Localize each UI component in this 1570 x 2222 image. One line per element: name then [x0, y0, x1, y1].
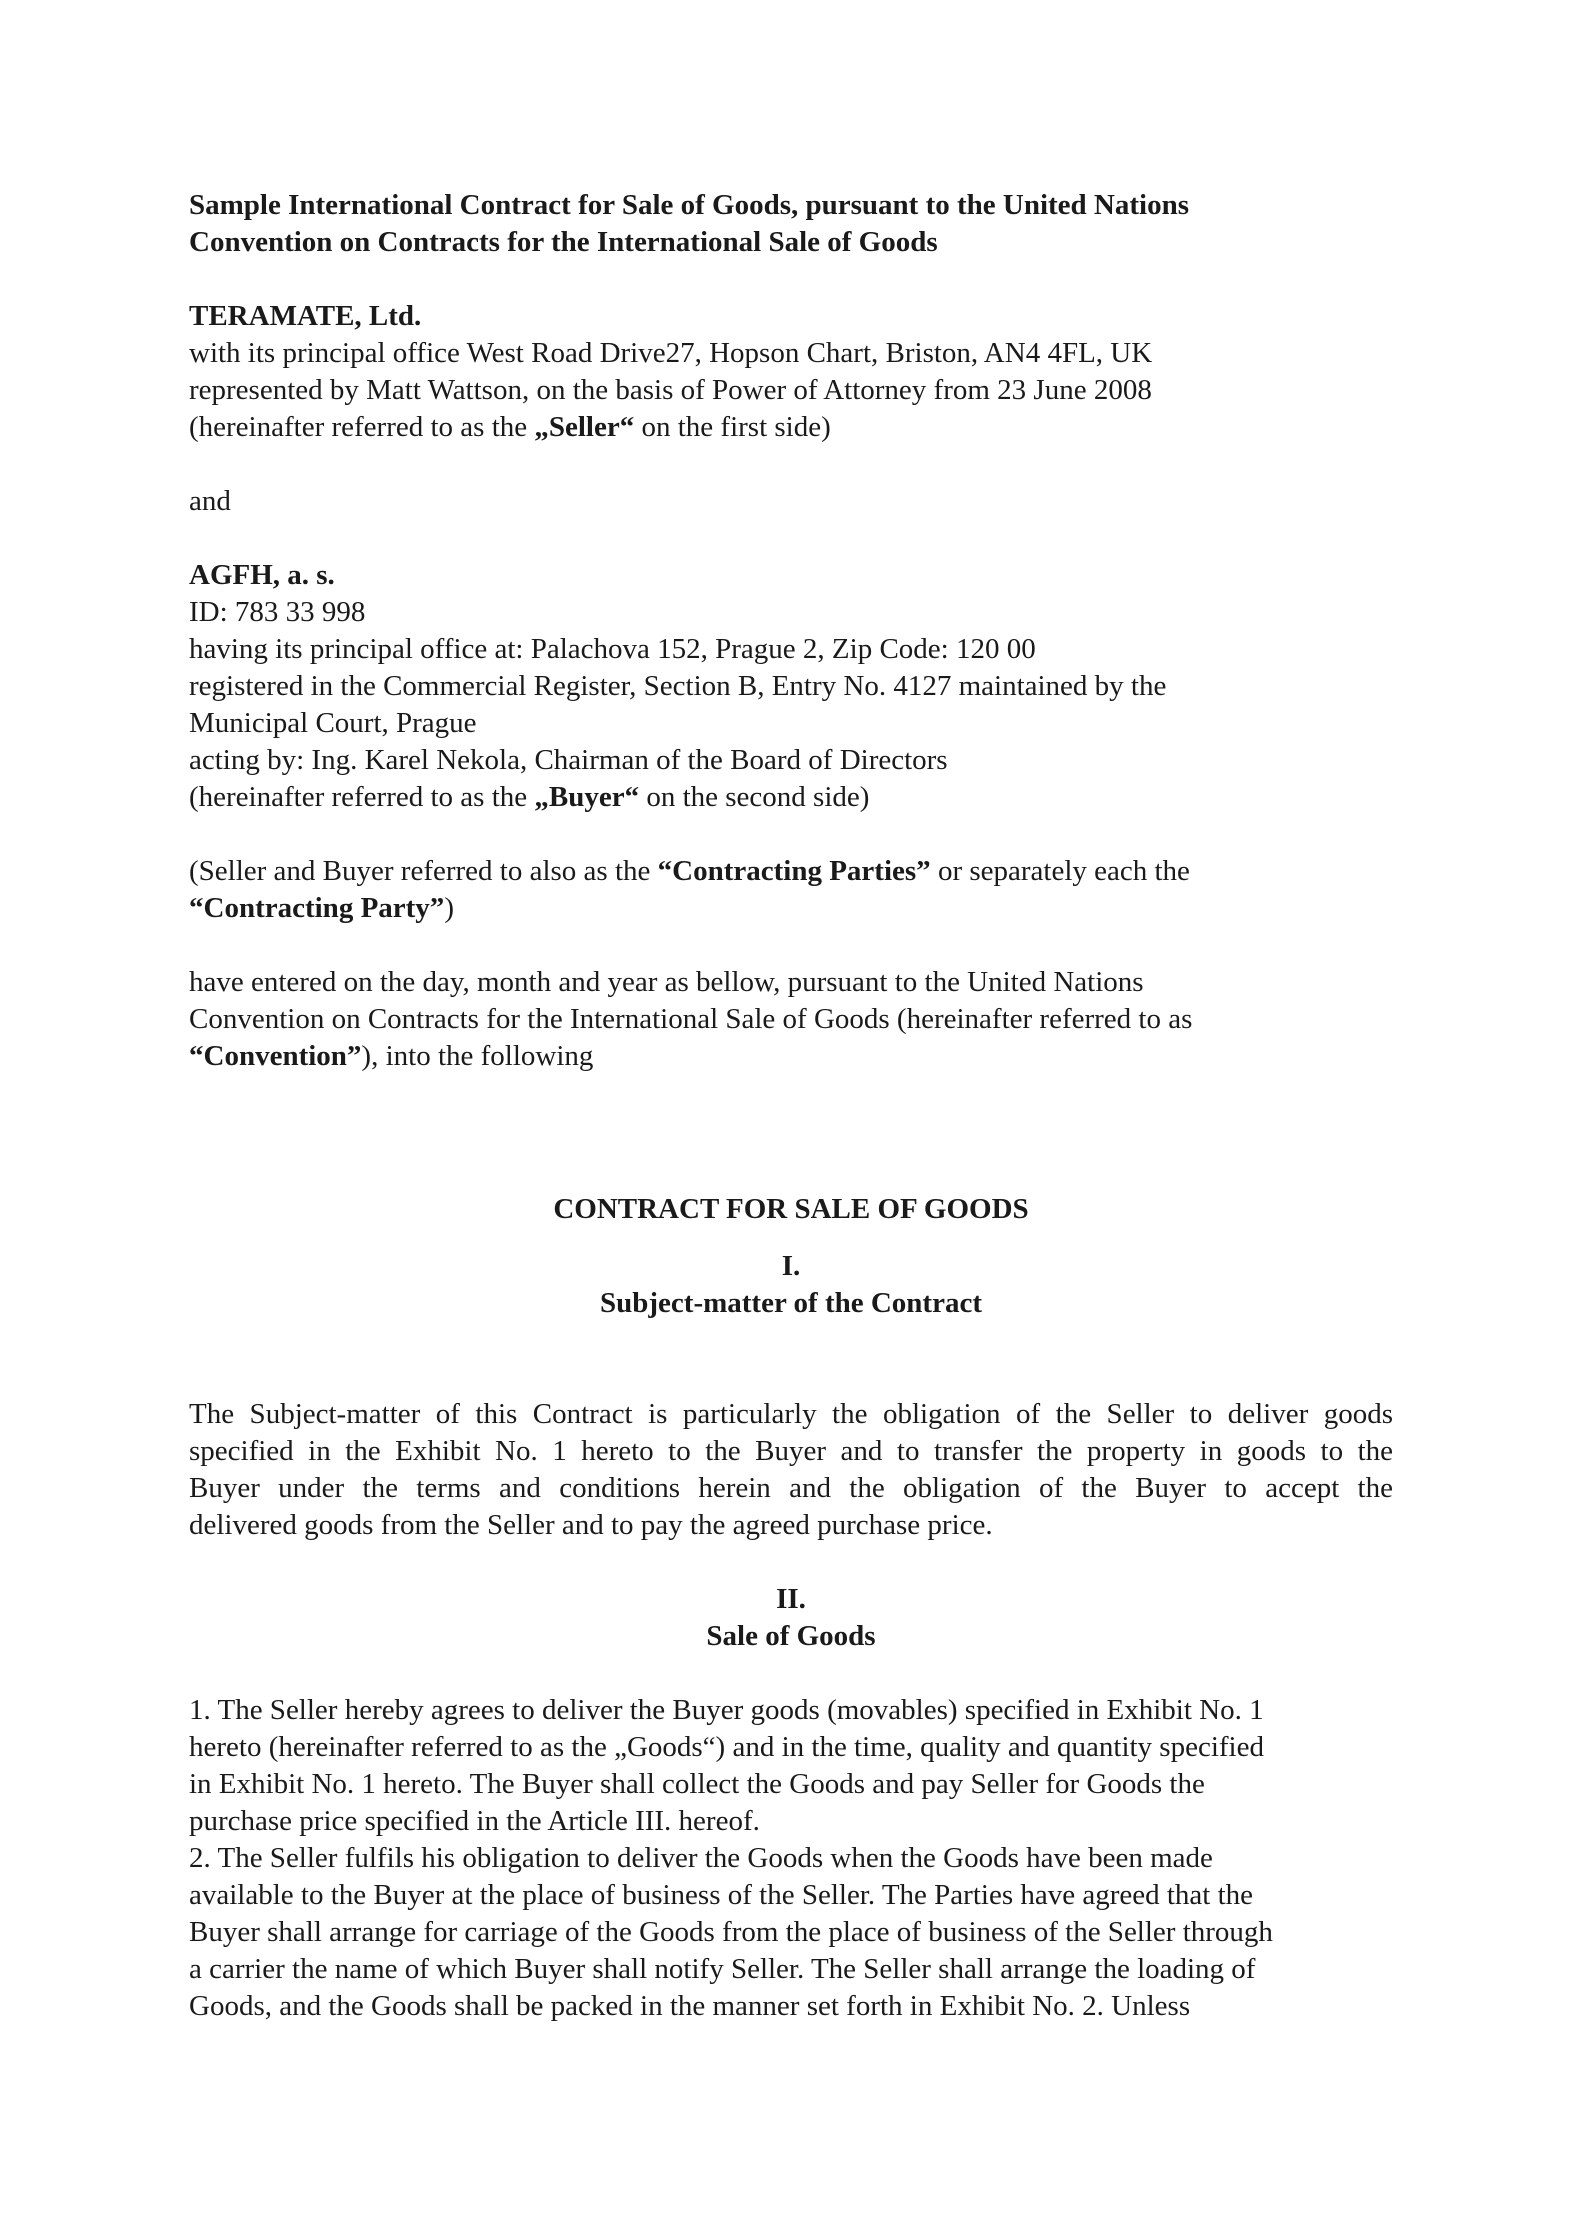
parties-note-line-2: “Contracting Party”) — [189, 892, 454, 924]
article-2-line: Buyer shall arrange for carriage of the Goods from the place of business of the Seller through — [189, 1916, 1273, 1948]
parties-note-line-1: (Seller and Buyer referred to also as the “Contracting Parties” or separately each the — [189, 855, 1190, 887]
and-connector: and — [189, 485, 231, 517]
article-1-line: delivered goods from the Seller and to pay the agreed purchase price. — [189, 1509, 993, 1541]
article-2-line: purchase price specified in the Article III. hereof. — [189, 1805, 760, 1837]
buyer-acting: acting by: Ing. Karel Nekola, Chairman of the Board of Directors — [189, 744, 948, 776]
article-2-title: Sale of Goods — [706, 1620, 876, 1652]
article-2-number: II. — [776, 1583, 806, 1615]
article-1-number: I. — [781, 1250, 801, 1282]
title-line-1: Sample International Contract for Sale of Goods, pursuant to the United Nations — [189, 189, 1190, 221]
buyer-address: having its principal office at: Palachova 152, Prague 2, Zip Code: 120 00 — [189, 633, 1036, 665]
buyer-registration-1: registered in the Commercial Register, Section B, Entry No. 4127 maintained by the — [189, 670, 1167, 702]
seller-reference: (hereinafter referred to as the „Seller“ on the first side) — [189, 411, 831, 443]
buyer-term: „Buyer“ — [534, 781, 640, 813]
article-2-line: hereto (hereinafter referred to as the „Goods“) and in the time, quality and quantity specified — [189, 1731, 1264, 1763]
article-1-line: Buyer under the terms and conditions herein and the obligation of the Buyer to accept the — [189, 1472, 1393, 1504]
buyer-block — [189, 557, 1389, 816]
article-2-line: in Exhibit No. 1 hereto. The Buyer shall collect the Goods and pay Seller for Goods the — [189, 1768, 1205, 1800]
entered-clause — [189, 964, 1389, 1075]
title-line-2: Convention on Contracts for the International Sale of Goods — [189, 226, 938, 258]
buyer-name: AGFH, a. s. — [189, 559, 335, 591]
article-2-line: 1. The Seller hereby agrees to deliver the Buyer goods (movables) specified in Exhibit No. 1 — [189, 1694, 1264, 1726]
seller-representative: represented by Matt Wattson, on the basis of Power of Attorney from 23 June 2008 — [189, 374, 1152, 406]
article-2-line: a carrier the name of which Buyer shall notify Seller. The Seller shall arrange the loading of — [189, 1953, 1256, 1985]
entered-line-3: “Convention”), into the following — [189, 1040, 594, 1072]
entered-line-1: have entered on the day, month and year as bellow, pursuant to the United Nations — [189, 966, 1144, 998]
article-2-line: 2. The Seller fulfils his obligation to deliver the Goods when the Goods have been made — [189, 1842, 1213, 1874]
seller-block — [189, 298, 1389, 446]
seller-name: TERAMATE, Ltd. — [189, 300, 422, 332]
parties-note — [189, 853, 1389, 927]
entered-line-2: Convention on Contracts for the International Sale of Goods (hereinafter referred to as — [189, 1003, 1193, 1035]
seller-term: „Seller“ — [534, 411, 635, 443]
article-1-text — [189, 1396, 1393, 1544]
buyer-registration-2: Municipal Court, Prague — [189, 707, 477, 739]
article-1-title: Subject-matter of the Contract — [600, 1287, 982, 1319]
seller-address: with its principal office West Road Drive27, Hopson Chart, Briston, AN4 4FL, UK — [189, 337, 1153, 369]
article-2-text — [189, 1692, 1389, 2025]
contract-heading: CONTRACT FOR SALE OF GOODS — [553, 1193, 1029, 1225]
article-1-line: specified in the Exhibit No. 1 hereto to the Buyer and to transfer the property in goods to the — [189, 1435, 1393, 1467]
buyer-id: ID: 783 33 998 — [189, 596, 366, 628]
article-2-line: Goods, and the Goods shall be packed in the manner set forth in Exhibit No. 2. Unless — [189, 1990, 1191, 2022]
article-1-line: The Subject-matter of this Contract is particularly the obligation of the Seller to deliver goods — [189, 1398, 1393, 1430]
article-2-line: available to the Buyer at the place of business of the Seller. The Parties have agreed that the — [189, 1879, 1254, 1911]
buyer-reference: (hereinafter referred to as the „Buyer“ on the second side) — [189, 781, 870, 813]
contract-page — [189, 187, 1393, 2025]
document-title — [189, 187, 1389, 261]
